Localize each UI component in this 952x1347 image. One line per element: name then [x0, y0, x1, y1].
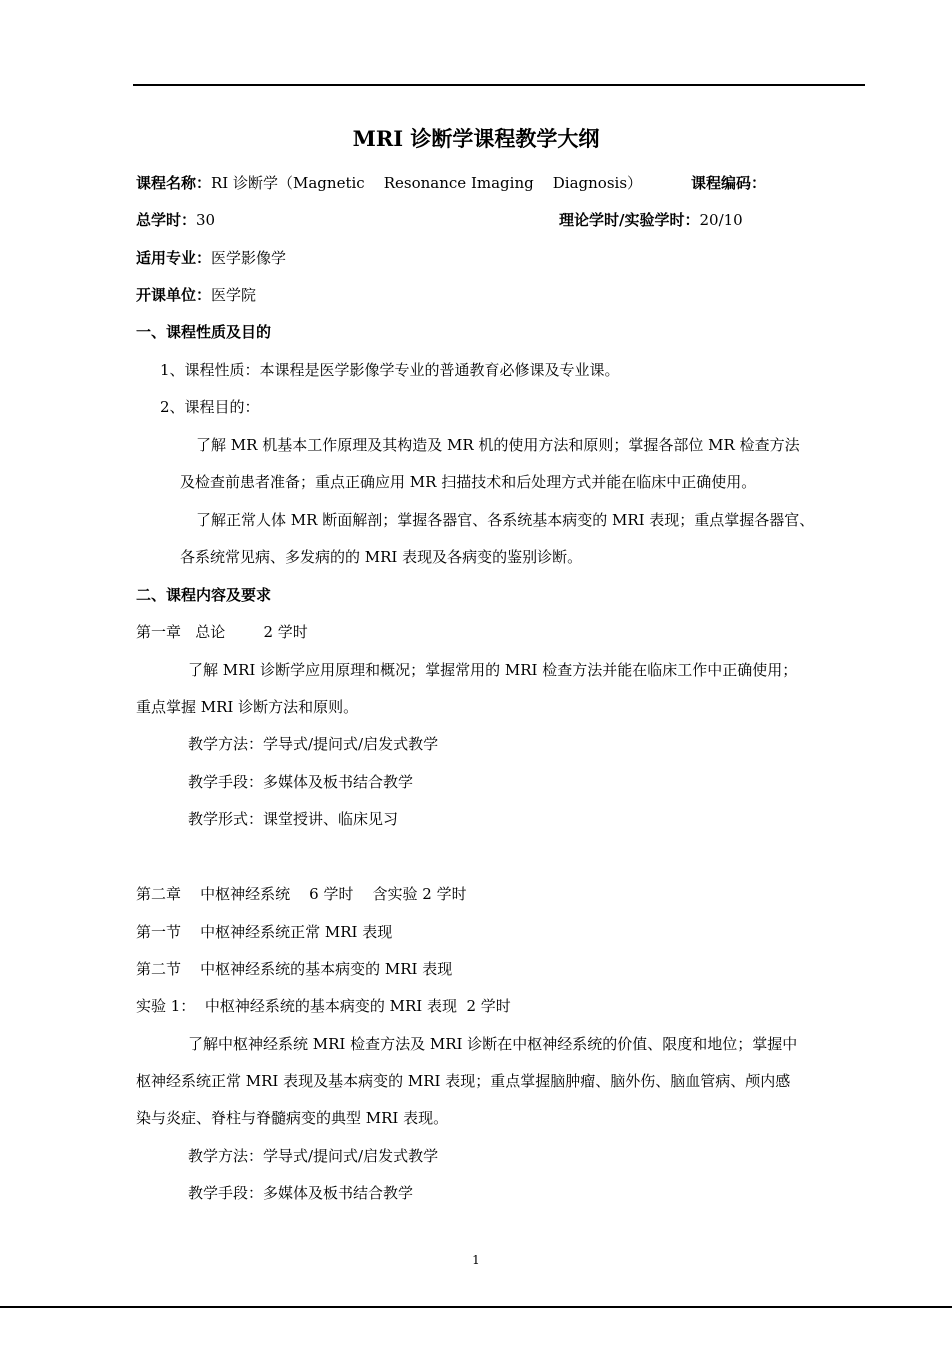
major-row: [136, 248, 286, 268]
course-code-row: [691, 173, 766, 193]
chapter-2-heading: 第二章 中枢神经系统 6 学时 含实验 2 学时: [136, 885, 467, 903]
chapter-2-lab-1: 实验 1： 中枢神经系统的基本病变的 MRI 表现 2 学时: [136, 997, 511, 1015]
theory-hours-label: 理论学时/实验学时：: [559, 211, 700, 229]
section-1-para-1: 1、课程性质：本课程是医学影像学专业的普通教育必修课及专业课。: [160, 361, 620, 379]
chapter-2-para-c: 染与炎症、脊柱与脊髓病变的典型 MRI 表现。: [136, 1109, 449, 1127]
theory-hours-row: [559, 210, 743, 230]
major-label: 适用专业：: [136, 249, 212, 267]
unit-row: [136, 285, 256, 305]
course-name-row: [136, 173, 642, 193]
course-code-label: 课程编码：: [691, 174, 767, 192]
chapter-2-para-b: 枢神经系统正常 MRI 表现及基本病变的 MRI 表现；重点掌握脑肿瘤、脑外伤、脑血管病、颅内感: [136, 1072, 791, 1090]
section-2-heading: [136, 585, 271, 605]
section-2-heading-text: 二、课程内容及要求: [136, 586, 272, 604]
page-number: 1: [472, 1253, 480, 1267]
unit-label: 开课单位：: [136, 286, 212, 304]
chapter-2-means: 教学手段：多媒体及板书结合教学: [188, 1184, 414, 1202]
theory-hours-value: 20/10: [699, 211, 743, 229]
chapter-2-para-a: 了解中枢神经系统 MRI 检查方法及 MRI 诊断在中枢神经系统的价值、限度和地位；掌握中: [188, 1035, 798, 1053]
section-1-para-4a: 了解正常人体 MR 断面解剖；掌握各器官、各系统基本病变的 MRI 表现；重点掌握各器官、: [196, 511, 815, 529]
section-1-para-3a: 了解 MR 机基本工作原理及其构造及 MR 机的使用方法和原则；掌握各部位 MR 检查方法: [196, 436, 800, 454]
unit-value: 医学院: [211, 286, 257, 304]
chapter-1-para-b: 重点掌握 MRI 诊断方法和原则。: [136, 698, 359, 716]
section-1-para-4b: 各系统常见病、多发病的的 MRI 表现及各病变的鉴别诊断。: [180, 548, 583, 566]
header-rule: [133, 84, 865, 86]
document-title: MRI 诊断学课程教学大纲: [352, 126, 600, 151]
page-bottom-rule: [0, 1306, 952, 1308]
chapter-1-form: 教学形式：课堂授讲、临床见习: [188, 810, 399, 828]
chapter-1-means: 教学手段：多媒体及板书结合教学: [188, 773, 414, 791]
total-hours-value: 30: [196, 211, 216, 229]
course-name-value: RI 诊断学（Magnetic Resonance Imaging Diagnosis）: [211, 174, 643, 192]
chapter-1-method: 教学方法：学导式/提问式/启发式教学: [188, 735, 439, 753]
section-1-heading-text: 一、课程性质及目的: [136, 323, 272, 341]
section-1-para-3b: 及检查前患者准备；重点正确应用 MR 扫描技术和后处理方式并能在临床中正确使用。: [180, 473, 757, 491]
total-hours-row: [136, 210, 215, 230]
chapter-2-method: 教学方法：学导式/提问式/启发式教学: [188, 1147, 439, 1165]
section-1-para-2: 2、课程目的：: [160, 398, 260, 416]
chapter-1-heading: 第一章 总论 2 学时: [136, 623, 308, 641]
section-1-heading: [136, 322, 271, 342]
chapter-2-section-1: 第一节 中枢神经系统正常 MRI 表现: [136, 923, 393, 941]
total-hours-label: 总学时：: [136, 211, 197, 229]
major-value: 医学影像学: [211, 249, 287, 267]
course-name-label: 课程名称：: [136, 174, 212, 192]
chapter-1-para-a: 了解 MRI 诊断学应用原理和概况；掌握常用的 MRI 检查方法并能在临床工作中正确使用；: [188, 661, 798, 679]
chapter-2-section-2: 第二节 中枢神经系统的基本病变的 MRI 表现: [136, 960, 453, 978]
